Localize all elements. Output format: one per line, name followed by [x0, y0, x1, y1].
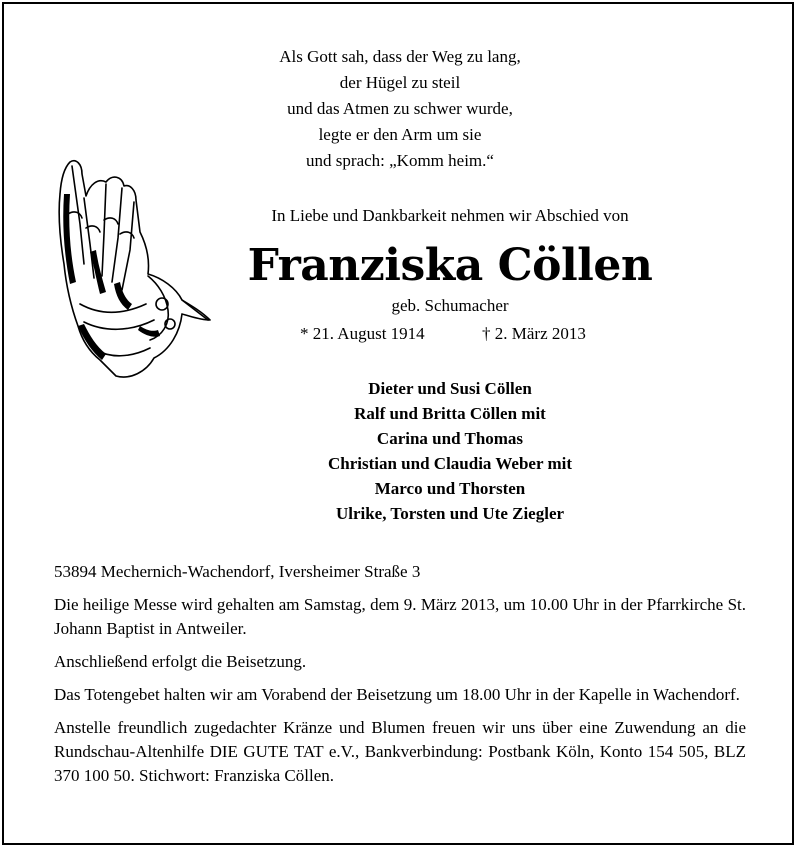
death-date: † 2. März 2013 [482, 324, 586, 343]
mass-info: Die heilige Messe wird gehalten am Samstag, dem 9. März 2013, um 10.00 Uhr in der Pfarrkirche St. Johann Baptist in Antweiler. [54, 595, 746, 638]
burial-info: Anschließend erfolgt die Beisetzung. [54, 652, 307, 671]
mourner-line: Ralf und Britta Cöllen mit [354, 404, 546, 423]
maiden-name: geb. Schumacher [391, 296, 509, 315]
intro-text: In Liebe und Dankbarkeit nehmen wir Abschied von [271, 206, 629, 225]
poem-line: und sprach: „Komm heim.“ [306, 151, 494, 170]
birth-date: * 21. August 1914 [300, 324, 425, 343]
praying-hands-icon [50, 154, 215, 384]
mourner-line: Christian und Claudia Weber mit [327, 454, 573, 473]
mourner-line: Ulrike, Torsten und Ute Ziegler [335, 504, 565, 523]
donation-info: Anstelle freundlich zugedachter Kränze und Blumen freuen wir uns über eine Zuwendung an die Rundschau-Altenhilfe DIE GUTE TAT e.V., Bankverbindung: Postbank Köln, Konto 154 505, BLZ 370 100 50. Stichwort: Franziska Cöllen. [54, 718, 746, 785]
poem-line: Als Gott sah, dass der Weg zu lang, [279, 47, 521, 66]
mourner-line: Dieter und Susi Cöllen [368, 379, 532, 398]
poem-line: der Hügel zu steil [339, 73, 461, 92]
poem-line: legte er den Arm um sie [318, 125, 482, 144]
mourners-list [200, 376, 700, 526]
service-details [54, 560, 746, 797]
mourner-line: Marco und Thorsten [374, 479, 526, 498]
deceased-name: Franziska Cöllen [247, 240, 653, 291]
mourner-line: Carina und Thomas [376, 429, 524, 448]
prayer-info: Das Totengebet halten wir am Vorabend der Beisetzung um 18.00 Uhr in der Kapelle in Wachendorf. [54, 685, 740, 704]
address: 53894 Mechernich-Wachendorf, Iversheimer Straße 3 [54, 562, 421, 581]
poem-line: und das Atmen zu schwer wurde, [287, 99, 513, 118]
